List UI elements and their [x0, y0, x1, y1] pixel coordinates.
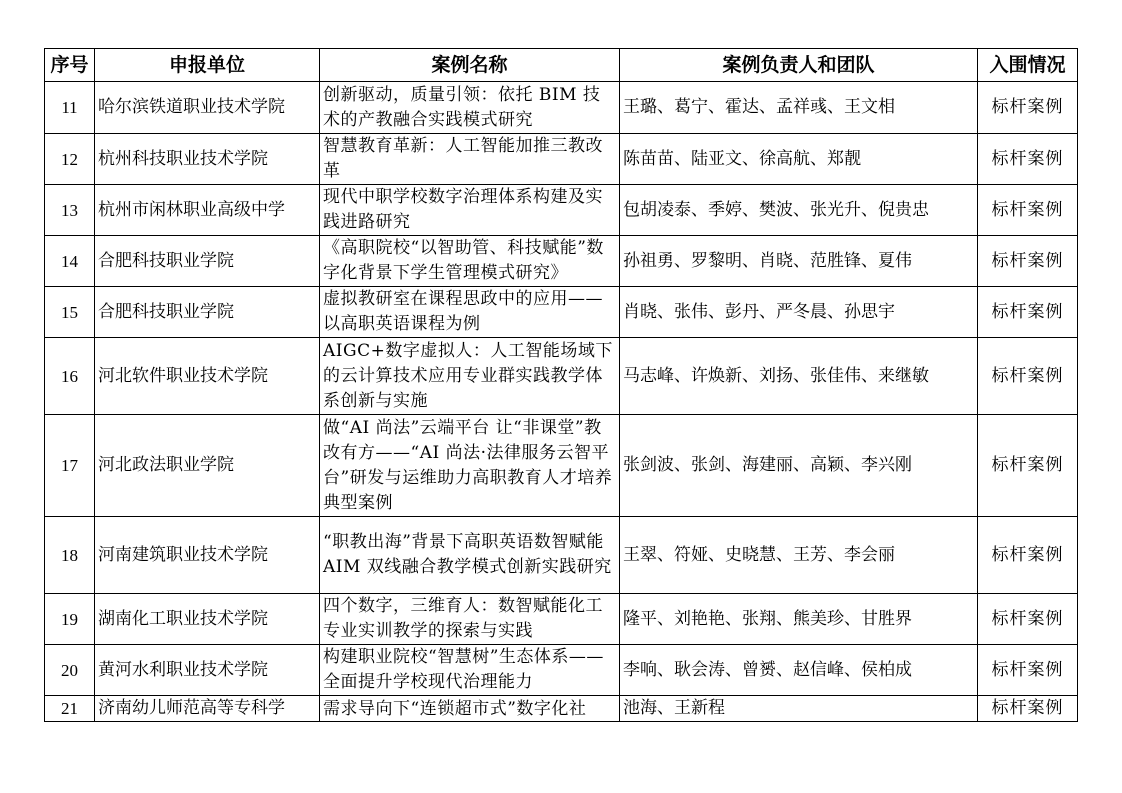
row-unit: 合肥科技职业学院: [95, 287, 320, 338]
row-status: 标杆案例: [978, 415, 1078, 517]
row-no: 16: [45, 338, 95, 415]
row-case-name: 做“AI 尚法”云端平台 让“非课堂”教改有方——“AI 尚法·法律服务云智平台”研发与运维助力高职教育人才培养典型案例: [320, 415, 620, 517]
row-status: 标杆案例: [978, 287, 1078, 338]
row-team: 池海、王新程: [620, 696, 978, 722]
row-case-name: 现代中职学校数字治理体系构建及实践进路研究: [320, 185, 620, 236]
row-status: 标杆案例: [978, 696, 1078, 722]
row-team: 李响、耿会涛、曾赟、赵信峰、侯柏成: [620, 645, 978, 696]
header-case-name: 案例名称: [320, 49, 620, 82]
row-case-name: 创新驱动，质量引领：依托 BIM 技术的产教融合实践模式研究: [320, 82, 620, 134]
row-status: 标杆案例: [978, 185, 1078, 236]
row-team: 马志峰、许焕新、刘扬、张佳伟、来继敏: [620, 338, 978, 415]
row-case-name: “职教出海”背景下高职英语数智赋能 AIM 双线融合教学模式创新实践研究: [320, 517, 620, 594]
table-row: [45, 645, 1078, 696]
row-case-name: [320, 696, 620, 722]
table-row: [45, 134, 1078, 185]
header-unit: 申报单位: [95, 49, 320, 82]
table-row: [45, 338, 1078, 415]
row-no: 20: [45, 645, 95, 696]
row-case-name: 智慧教育革新：人工智能加推三教改革: [320, 134, 620, 185]
row-case-name: AIGC+数字虚拟人：人工智能场域下的云计算技术应用专业群实践教学体系创新与实施: [320, 338, 620, 415]
table-header-row: [45, 49, 1078, 82]
row-status: 标杆案例: [978, 645, 1078, 696]
row-team: 隆平、刘艳艳、张翔、熊美珍、甘胜界: [620, 594, 978, 645]
row-team: 王璐、葛宁、霍达、孟祥彧、王文相: [620, 82, 978, 134]
row-no: 17: [45, 415, 95, 517]
row-status: 标杆案例: [978, 594, 1078, 645]
table-row: [45, 287, 1078, 338]
row-status: 标杆案例: [978, 82, 1078, 134]
table-row: [45, 236, 1078, 287]
row-no: 11: [45, 82, 95, 134]
row-status: 标杆案例: [978, 517, 1078, 594]
row-unit: 合肥科技职业学院: [95, 236, 320, 287]
row-status: 标杆案例: [978, 134, 1078, 185]
row-no: 15: [45, 287, 95, 338]
table-row: [45, 594, 1078, 645]
row-team: 王翠、符娅、史晓慧、王芳、李会丽: [620, 517, 978, 594]
row-no: 18: [45, 517, 95, 594]
row-no: 19: [45, 594, 95, 645]
row-unit: 杭州科技职业技术学院: [95, 134, 320, 185]
row-unit: 河北软件职业技术学院: [95, 338, 320, 415]
row-case-name: 虚拟教研室在课程思政中的应用——以高职英语课程为例: [320, 287, 620, 338]
row-case-name-text: 需求导向下“连锁超市式”数字化社: [323, 698, 587, 719]
row-unit: 哈尔滨铁道职业技术学院: [95, 82, 320, 134]
row-team: 包胡凌泰、季婷、樊波、张光升、倪贵忠: [620, 185, 978, 236]
row-unit: 黄河水利职业技术学院: [95, 645, 320, 696]
row-case-name: 构建职业院校“智慧树”生态体系——全面提升学校现代治理能力: [320, 645, 620, 696]
row-case-name: 《高职院校“以智助管、科技赋能”数字化背景下学生管理模式研究》: [320, 236, 620, 287]
table-row: [45, 517, 1078, 594]
row-no: 14: [45, 236, 95, 287]
header-status: 入围情况: [978, 49, 1078, 82]
row-status: 标杆案例: [978, 338, 1078, 415]
header-team: 案例负责人和团队: [620, 49, 978, 82]
case-list-table: [44, 48, 1078, 722]
row-unit: 河南建筑职业技术学院: [95, 517, 320, 594]
row-unit: 湖南化工职业技术学院: [95, 594, 320, 645]
table-row: [45, 696, 1078, 722]
row-case-name: 四个数字，三维育人：数智赋能化工专业实训教学的探索与实践: [320, 594, 620, 645]
header-no: 序号: [45, 49, 95, 82]
row-unit: 济南幼儿师范高等专科学: [95, 696, 320, 722]
row-status: 标杆案例: [978, 236, 1078, 287]
row-no: 12: [45, 134, 95, 185]
row-no: 13: [45, 185, 95, 236]
row-unit: 河北政法职业学院: [95, 415, 320, 517]
row-unit: 杭州市闲林职业高级中学: [95, 185, 320, 236]
row-team: 张剑波、张剑、海建丽、高颖、李兴刚: [620, 415, 978, 517]
table-row: [45, 415, 1078, 517]
row-team: 孙祖勇、罗黎明、肖晓、范胜锋、夏伟: [620, 236, 978, 287]
table-row: [45, 82, 1078, 134]
row-no: 21: [45, 696, 95, 722]
row-team: 肖晓、张伟、彭丹、严冬晨、孙思宇: [620, 287, 978, 338]
row-team: 陈苗苗、陆亚文、徐高航、郑靓: [620, 134, 978, 185]
table-row: [45, 185, 1078, 236]
